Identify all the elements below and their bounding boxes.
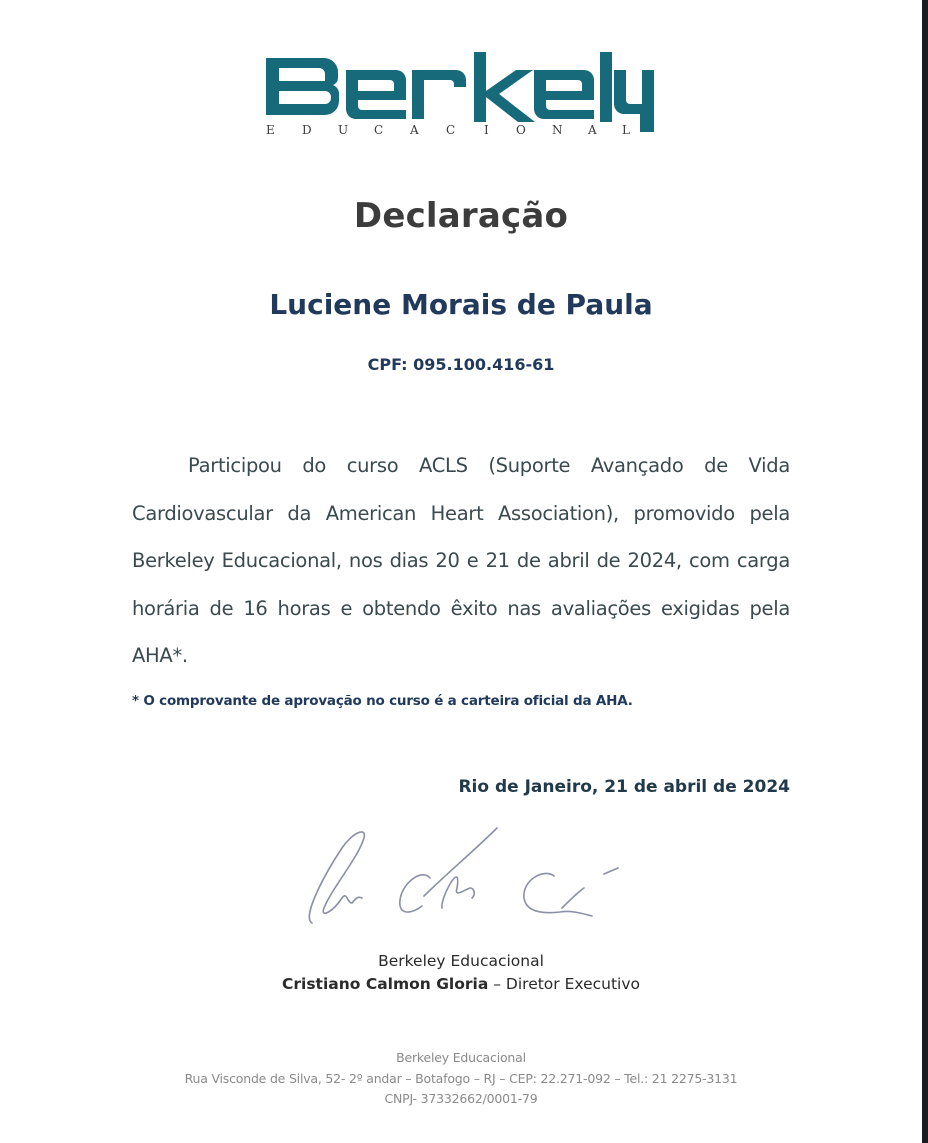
declaration-body: Participou do curso ACLS (Suporte Avançado de Vida Cardiovascular da American Heart Association), promovido pela Berkeley Educacional, nos dias 20 e 21 de abril de 2024, com carga horária de 16 horas e obtendo êxito nas avaliações exigidas pela AHA*. <box>132 454 790 667</box>
signature-image <box>292 818 632 930</box>
window-edge-bar <box>922 0 928 1143</box>
signatory-organization: Berkeley Educacional <box>378 952 544 970</box>
document-title: Declaração <box>353 196 569 236</box>
signatory-line <box>0 975 922 993</box>
footnote: * O comprovante de aprovação no curso é a carteira oficial da AHA. <box>132 693 633 709</box>
signatory-name: Cristiano Calmon Gloria <box>282 975 489 993</box>
page-footer <box>0 1048 922 1110</box>
participant-cpf: CPF: 095.100.416-61 <box>367 355 555 374</box>
footer-organization: Berkeley Educacional <box>396 1050 526 1065</box>
footer-cnpj: CNPJ- 37332662/0001-79 <box>384 1091 538 1106</box>
berkeley-logo <box>262 44 662 136</box>
signatory-role: – Diretor Executivo <box>488 975 640 993</box>
place-and-date: Rio de Janeiro, 21 de abril de 2024 <box>458 777 790 797</box>
logo-subtitle: E D U C A C I O N A L <box>266 123 630 136</box>
participant-name: Luciene Morais de Paula <box>269 288 653 321</box>
footer-address: Rua Visconde de Silva, 52- 2º andar – Botafogo – RJ – CEP: 22.271-092 – Tel.: 21 2275-3131 <box>184 1070 738 1086</box>
